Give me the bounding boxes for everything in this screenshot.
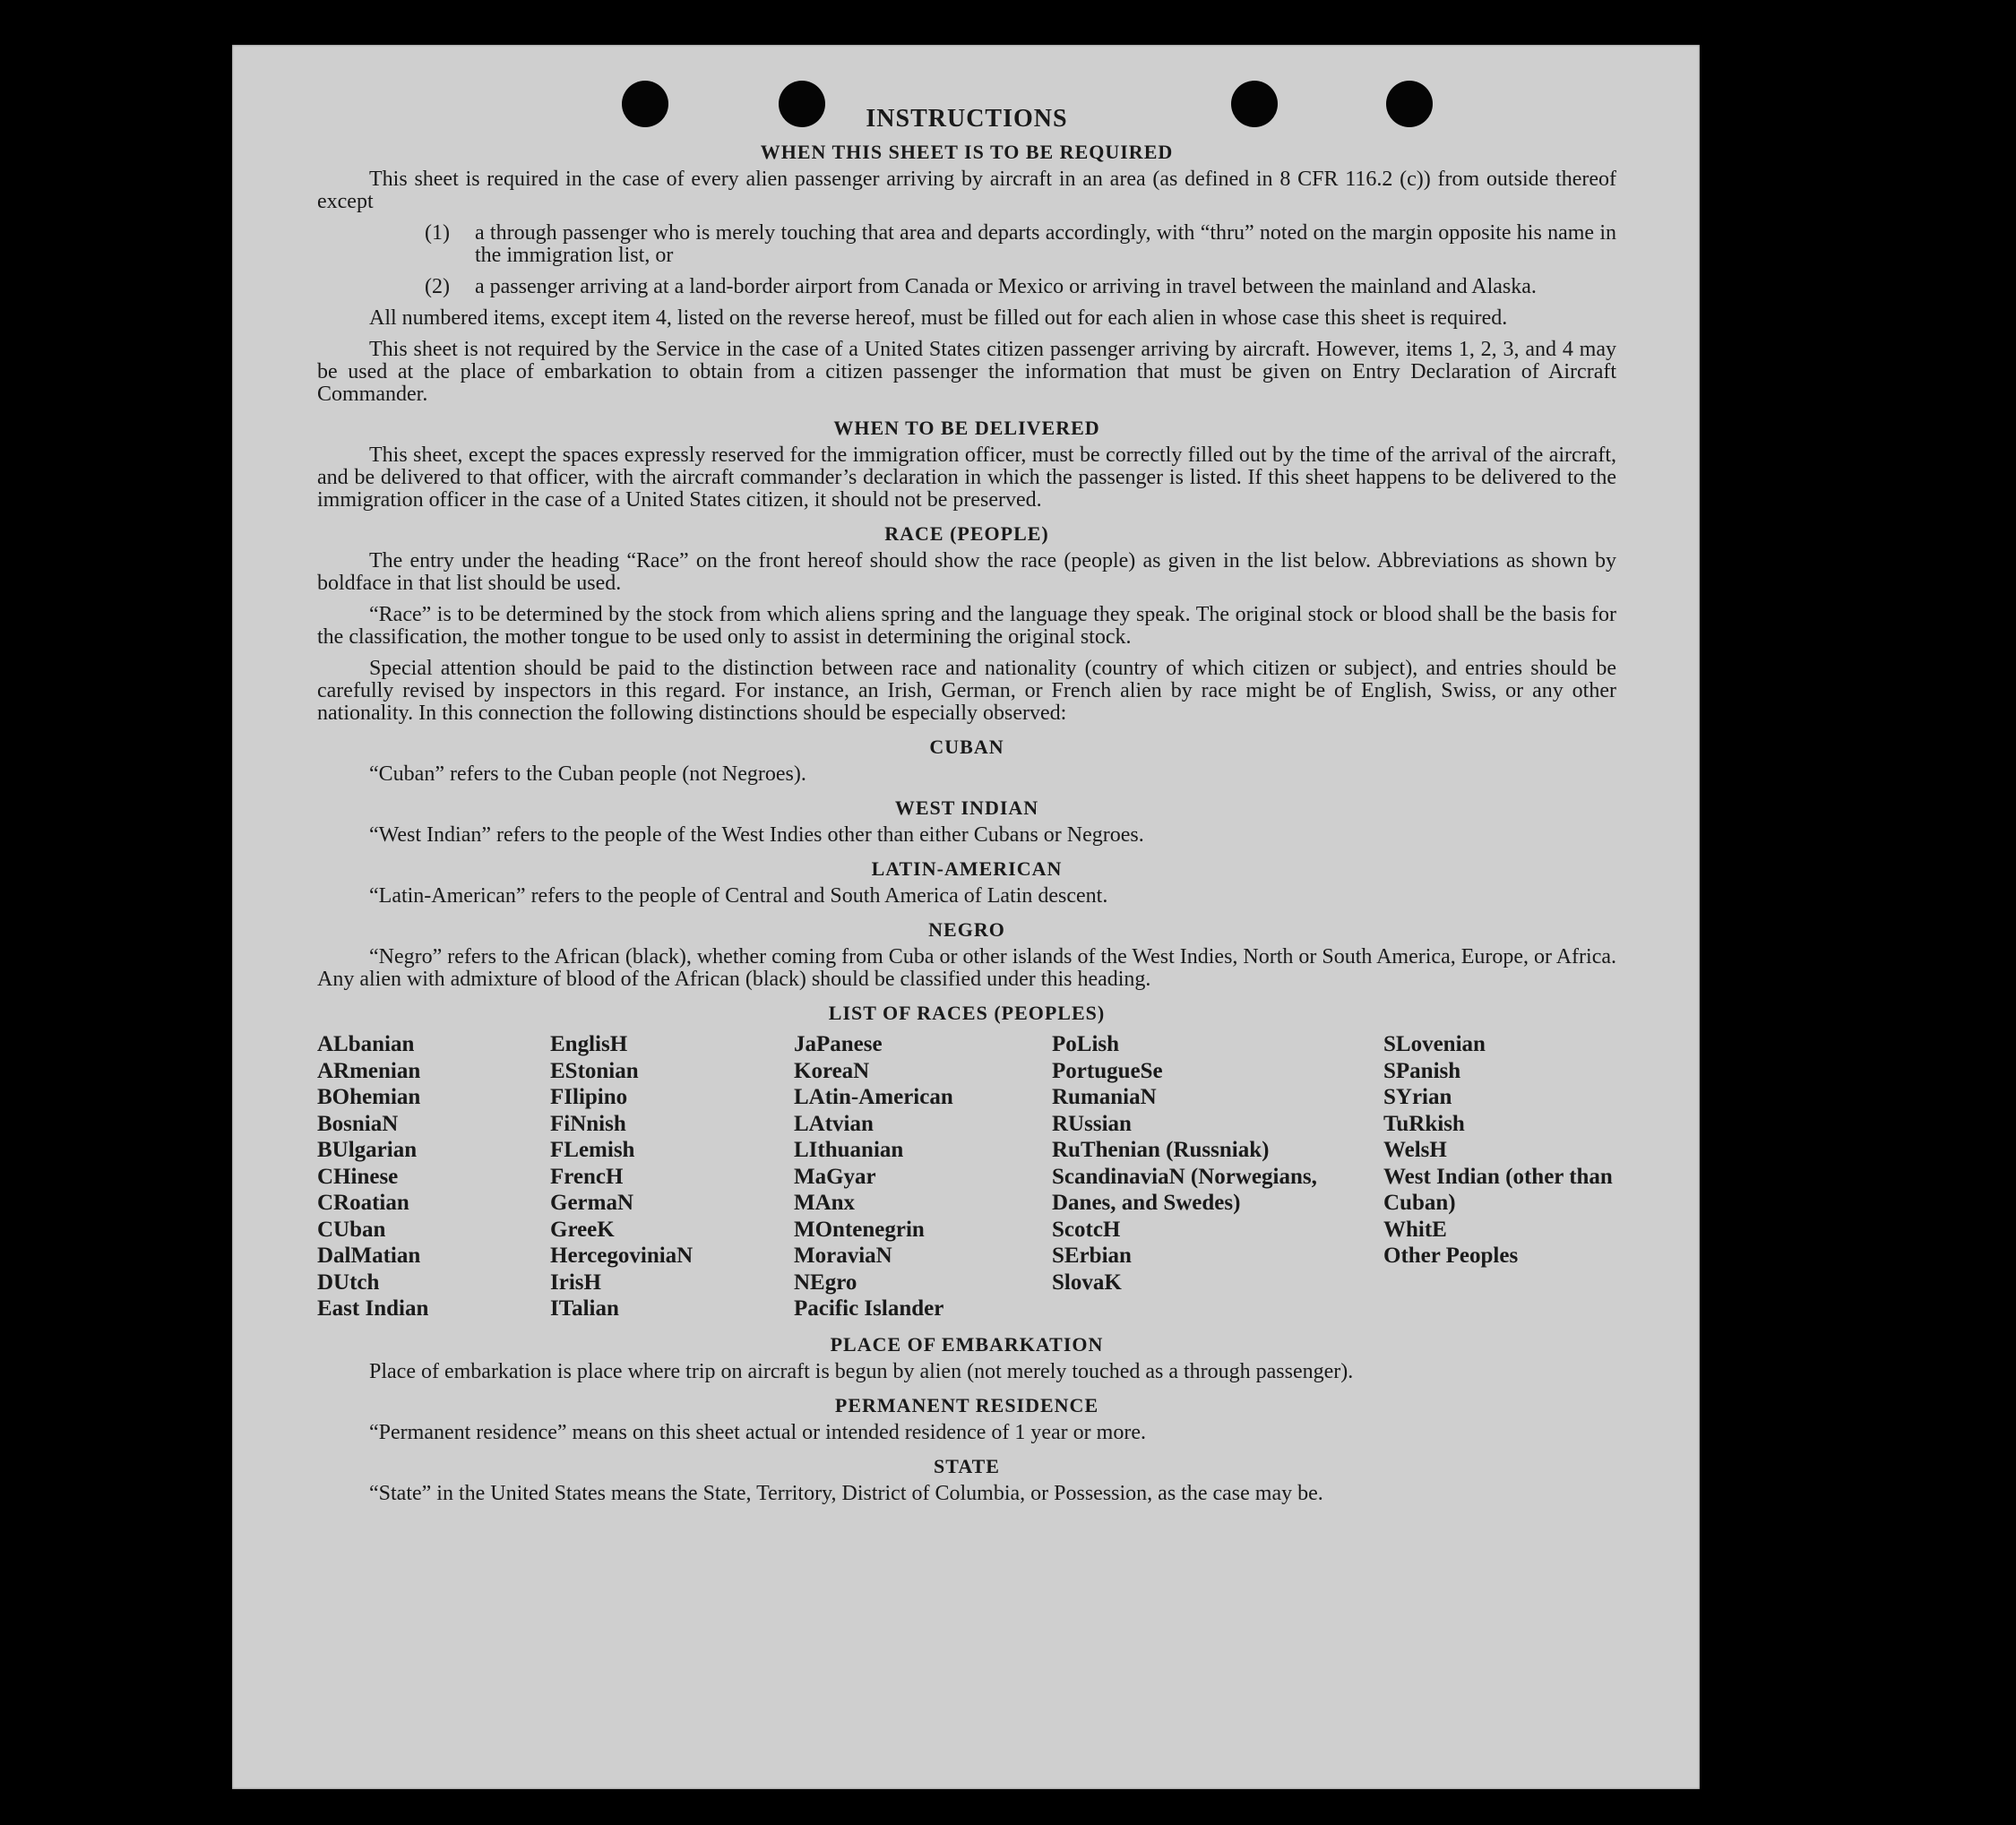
paragraph: “State” in the United States means the State, Territory, District of Columbia, or Possession, as the case may be. (369, 1481, 1323, 1505)
paragraph: “Latin-American” refers to the people of Central and South America of Latin descent. (369, 884, 1108, 908)
race-entry: BosniaN (317, 1111, 399, 1136)
race-entry: West Indian (other than Cuban) (1383, 1164, 1613, 1215)
races-column (794, 1031, 1052, 1322)
race-entry: LIthuanian (794, 1138, 904, 1162)
item-text: a passenger arriving at a land-border airport from Canada or Mexico or arriving in travel between the mainland and Alaska. (475, 275, 1537, 298)
document-sheet (232, 45, 1700, 1789)
race-entry: EStonian (550, 1058, 639, 1083)
item-number: (2) (425, 275, 450, 298)
race-entry: GermaN (550, 1191, 634, 1215)
race-entry: CHinese (317, 1164, 399, 1189)
race-entry: JaPanese (794, 1032, 883, 1056)
race-entry: ScandinaviaN (Norwegians, Danes, and Swedes) (1052, 1164, 1317, 1215)
race-entry: RumaniaN (1052, 1085, 1157, 1109)
races-column (1052, 1031, 1383, 1322)
race-entry: SYrian (1383, 1085, 1452, 1109)
race-entry: MaGyar (794, 1164, 876, 1189)
race-entry: ALbanian (317, 1032, 415, 1056)
item-text: a through passenger who is merely touching that area and departs accordingly, with “thru” noted on the margin opposite his name in the immigration list, or (475, 221, 1616, 267)
race-entry: IrisH (550, 1270, 601, 1295)
paragraph: Place of embarkation is place where trip on aircraft is begun by alien (not merely touched as a through passenger). (369, 1359, 1354, 1383)
section-heading: PERMANENT RESIDENCE (834, 1393, 1099, 1416)
race-entry: MAnx (794, 1191, 856, 1215)
paragraph: “Permanent residence” means on this sheet actual or intended residence of 1 year or more. (369, 1420, 1146, 1444)
paragraph: “Cuban” refers to the Cuban people (not Negroes). (369, 762, 806, 786)
race-entry: TuRkish (1383, 1111, 1465, 1136)
section-heading: WEST INDIAN (894, 796, 1039, 819)
item-number: (1) (425, 221, 450, 245)
section-heading: NEGRO (928, 918, 1005, 941)
paragraph: This sheet is not required by the Service in the case of a United States citizen passenger arriving by aircraft. However, items 1, 2, 3, and 4 may be used at the place of embarkation to obtain from a citizen passenger the information that must be given on Entry Declaration of Aircraft Commander. (317, 338, 1616, 406)
races-column (550, 1031, 794, 1322)
race-entry: NEgro (794, 1270, 857, 1295)
races-column (317, 1031, 550, 1322)
race-entry: ARmenian (317, 1058, 421, 1083)
race-entry: WelsH (1383, 1138, 1447, 1162)
race-entry: SlovaK (1052, 1270, 1122, 1295)
race-entry: RUssian (1052, 1111, 1132, 1136)
race-entry: MOntenegrin (794, 1217, 925, 1242)
race-entry: RuThenian (Russniak) (1052, 1138, 1270, 1162)
race-entry: Pacific Islander (794, 1296, 944, 1321)
race-entry: EnglisH (550, 1032, 628, 1056)
race-entry: BOhemian (317, 1085, 421, 1109)
race-entry: FrencH (550, 1164, 624, 1189)
race-entry: Other Peoples (1383, 1244, 1519, 1268)
paragraph: “Negro” refers to the African (black), whether coming from Cuba or other islands of the West Indies, North or South America, Europe, or Africa. Any alien with admixture of blood of the African (black) should be classified under this heading. (317, 945, 1616, 991)
list-item (425, 276, 1616, 298)
race-entry: HercegoviniaN (550, 1244, 694, 1268)
race-entry: SPanish (1383, 1058, 1461, 1083)
list-item (425, 222, 1616, 267)
race-entry: BUlgarian (317, 1138, 418, 1162)
race-entry: PortugueSe (1052, 1058, 1163, 1083)
race-entry: SLovenian (1383, 1032, 1486, 1056)
race-entry: CUban (317, 1217, 386, 1242)
race-entry: ITalian (550, 1296, 619, 1321)
section-heading: LATIN-AMERICAN (871, 857, 1063, 880)
race-entry: GreeK (550, 1217, 615, 1242)
race-entry: LAtvian (794, 1111, 874, 1136)
paragraph: All numbered items, except item 4, listed on the reverse hereof, must be filled out for each alien in whose case this sheet is required. (369, 306, 1508, 330)
races-list (317, 1031, 1616, 1322)
race-entry: DalMatian (317, 1244, 421, 1268)
paragraph: This sheet is required in the case of every alien passenger arriving by aircraft in an area (as defined in 8 CFR 116.2 (c)) from outside thereof except (317, 168, 1616, 213)
race-entry: FLemish (550, 1138, 635, 1162)
races-column (1383, 1031, 1616, 1322)
race-entry: WhitE (1383, 1217, 1447, 1242)
race-entry: CRoatian (317, 1191, 409, 1215)
race-entry: East Indian (317, 1296, 429, 1321)
paragraph: This sheet, except the spaces expressly reserved for the immigration officer, must be correctly filled out by the time of the arrival of the aircraft, and be delivered to that officer, with the aircraft commander’s declaration in which the passenger is listed. If this sheet happens to be delivered to the immigration officer in the case of a United States citizen, it should not be preserved. (317, 443, 1616, 512)
section-heading: CUBAN (929, 736, 1004, 758)
section-heading: WHEN TO BE DELIVERED (833, 417, 1100, 439)
section-heading: RACE (PEOPLE) (884, 522, 1049, 545)
race-entry: FiNnish (550, 1111, 626, 1136)
race-entry: MoraviaN (794, 1244, 892, 1268)
paragraph: “West Indian” refers to the people of the West Indies other than either Cubans or Negroes. (369, 823, 1144, 847)
document-body (317, 99, 1616, 1514)
race-entry: PoLish (1052, 1032, 1120, 1056)
section-heading: LIST OF RACES (PEOPLES) (828, 1002, 1106, 1024)
race-entry: FIlipino (550, 1085, 628, 1109)
paragraph: “Race” is to be determined by the stock from which aliens spring and the language they speak. The original stock or blood shall be the basis for the classification, the mother tongue to be used only to assist in determining the original stock. (317, 603, 1616, 649)
race-entry: KoreaN (794, 1058, 870, 1083)
race-entry: ScotcH (1052, 1217, 1121, 1242)
page-title: INSTRUCTIONS (866, 105, 1068, 133)
section-heading: WHEN THIS SHEET IS TO BE REQUIRED (760, 141, 1174, 163)
race-entry: LAtin-American (794, 1085, 953, 1109)
paragraph: The entry under the heading “Race” on the front hereof should show the race (people) as given in the list below. Abbreviations as shown by boldface in that list should be used. (317, 549, 1616, 595)
section-heading: PLACE OF EMBARKATION (830, 1332, 1104, 1356)
section-heading: STATE (934, 1454, 1000, 1477)
race-entry: DUtch (317, 1270, 380, 1295)
race-entry: SErbian (1052, 1244, 1132, 1268)
paragraph: Special attention should be paid to the distinction between race and nationality (country of which citizen or subject), and entries should be carefully revised by inspectors in this regard. For instance, an Irish, German, or French alien by race might be of English, Swiss, or any other nationality. In this connection the following distinctions should be especially observed: (317, 657, 1616, 725)
